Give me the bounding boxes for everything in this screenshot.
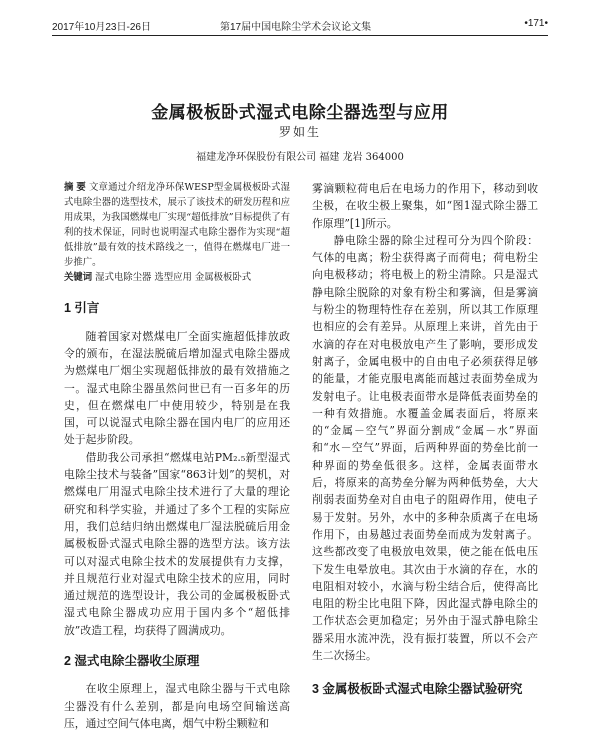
header-date: 2017年10月23日-26日 <box>52 22 151 33</box>
section-2-paragraph-2: 静电除尘器的除尘过程可分为四个阶段：气体的电离；粉尘获得离子而荷电；荷电粉尘向电极移动；将电极上的粉尘清除。只是湿式静电除尘脱除的对象有粉尘和雾滴，但是雾滴与粉尘的物理特性存在差别，所以其工作原理也相应的会有差异。从原理上来讲，首先由于水滴的存在对电极放电产生了影响，要形成发射离子，金属电极中的自由电子必须获得足够的能量，才能克服电离能而越过表面势垒成为发射电子。让电极表面带水是降低表面势垒的一种有效措施。水覆盖金属表面后，将原来的“金属－空气”界面分割成“金属－水”界面和“水－空气”界面，后两种界面的势垒比前一种界面的势垒低很多。这样，金属表面带水后，将原来的高势垒分解为两种低势垒，大大削弱表面势垒对自由电子的阻碍作用，使电子易于发射。另外，水中的多种杂质离子在电场作用下，由易越过表面势垒而成为发射离子。这些都改变了电极放电效果，使之能在低电压下发生电晕放电。其次由于水滴的存在，水的电阻相对较小，水滴与粉尘结合后，使得高比电阻的粉尘比电阻下降，因此湿式静电除尘的工作状态会更加稳定；另外由于湿式静电除尘器采用水流冲洗，没有振打装置，所以不会产生二次扬尘。 <box>312 233 538 663</box>
abstract-label: 摘 要 <box>64 181 86 192</box>
section-3-heading: 3 金属极板卧式湿式电除尘器试验研究 <box>312 682 523 697</box>
header-page-number: •171• <box>524 18 548 29</box>
abstract <box>64 180 290 270</box>
running-header <box>52 18 548 34</box>
article-title: 金属极板卧式湿式电除尘器选型与应用 <box>151 103 449 122</box>
article-affiliation: 福建龙净环保股份有限公司 福建 龙岩 364000 <box>196 152 404 163</box>
section-1-heading: 1 引言 <box>64 301 100 316</box>
section-2-paragraph-1-continued: 雾滴颗粒荷电后在电场力的作用下，移动到收尘极，在收尘极上聚集，如“图1湿式除尘器工作原理”[1]所示。 <box>312 182 538 230</box>
article-author: 罗如生 <box>278 125 321 139</box>
keywords <box>64 270 290 286</box>
section-1-paragraph-2: 借助我公司承担“燃煤电站PM₂.₅新型湿式电除尘技术与装备”国家“863计划”的契机，对燃煤电厂用湿式电除尘技术进行了大量的理论研究和科学实验，并通过了多个工程的实际应用，我们总结归纳出燃煤电厂湿法脱硫后用金属极板卧式湿式电除尘器的选型方法。该方法可以对湿式电除尘技术的发展提供有力支撑，并且规范行业对湿式电除尘技术的应用，同时通过规范的选型设计，我公司的金属极板卧式湿式电除尘器成功应用于国内多个“超低排放”改造工程，均获得了圆满成功。 <box>64 450 290 637</box>
section-2-paragraph-1-start: 在收尘原理上，湿式电除尘器与干式电除尘器没有什么差别，都是向电场空间输送高压，通过空间气体电离，烟气中粉尘颗粒和 <box>64 682 290 730</box>
right-column <box>312 180 538 709</box>
header-conference: 第17届中国电除尘学术会议论文集 <box>220 22 372 33</box>
section-2-heading: 2 湿式电除尘器收尘原理 <box>64 653 200 668</box>
keywords-label: 关键词 <box>64 271 93 283</box>
left-column <box>64 180 290 732</box>
abstract-text: 文章通过介绍龙净环保WESP型金属极板卧式湿式电除尘器的选型技术，展示了该技术的研发历程和应用成果，为我国燃煤电厂实现“超低排放”目标提供了有利的技术保证，同时也说明湿式电除尘器作为实现“超低排放”最有效的技术路线之一，值得在燃煤电厂进一步推广。 <box>64 182 290 268</box>
header-rule <box>52 35 548 36</box>
keywords-text: 湿式电除尘器 选型应用 金属极板卧式 <box>95 272 252 284</box>
section-1-paragraph-1: 随着国家对燃煤电厂全面实施超低排放政令的颁布，在湿法脱硫后增加湿式电除尘器成为燃煤电厂烟尘实现超低排放的最有效措施之一。湿式电除尘器虽然问世已有一百多年的历史，但在燃煤电厂中使用较少，特别是在我国，可以说湿式电除尘器在国内电厂的应用还处于起步阶段。 <box>64 329 290 447</box>
